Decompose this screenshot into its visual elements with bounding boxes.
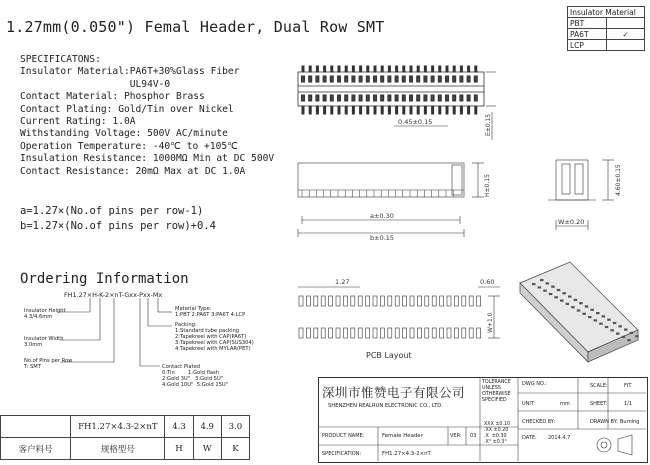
pcb-pad — [410, 328, 414, 338]
top-pin — [316, 66, 318, 72]
top-pin — [396, 66, 398, 72]
socket-hole — [359, 76, 362, 82]
top-pin — [403, 66, 405, 72]
pcb-pad — [417, 296, 421, 306]
socket-hole — [424, 76, 427, 82]
pcb-pad — [440, 328, 444, 338]
insulator-width-note: Insulator Width 3.0mm — [24, 336, 64, 348]
insulator-height-note: Insulator Height 4.3/4.6mm — [24, 308, 66, 320]
iso-hole — [540, 279, 544, 281]
socket-hole — [366, 76, 369, 82]
iso-hole — [613, 322, 617, 324]
k-label: W — [193, 438, 221, 460]
iso-hole — [551, 286, 555, 288]
pcb-pad — [388, 328, 392, 338]
bottom-pin — [417, 106, 419, 114]
customer-part-label: 客户料号 — [1, 438, 71, 460]
socket-hole — [446, 95, 449, 101]
pcb-pad — [477, 296, 481, 306]
pcb-pad — [469, 328, 473, 338]
iso-hole — [585, 305, 589, 307]
material-lcp: LCP — [568, 40, 607, 51]
top-pin — [468, 66, 470, 72]
pcb-pad — [403, 296, 407, 306]
socket-hole — [424, 95, 427, 101]
part-code: FH1.27×H-K-2×nT-Gxx-Pxx-Mx — [64, 291, 163, 299]
contact-plated-note: Contact Plated 0:Tin 1:Gold flash 2:Gold 3U" 3:Gold 5U" 4:Gold 10U" 5:Gold 15U" — [162, 364, 229, 388]
bottom-pin — [360, 106, 362, 114]
pcb-pad — [432, 296, 436, 306]
bottom-pin — [302, 106, 304, 114]
pcb-pad — [477, 328, 481, 338]
iso-hole — [605, 326, 609, 328]
top-pin — [360, 66, 362, 72]
iso-hole — [630, 332, 634, 334]
pcb-pad — [373, 328, 377, 338]
tolerance-values: XXX ±0.10 .XX ±0.20 .X ±0.30 .X° ±0.3° — [484, 422, 511, 445]
iso-hole — [532, 283, 536, 285]
socket-hole — [438, 95, 441, 101]
socket-hole — [338, 95, 341, 101]
part-number-table — [0, 415, 250, 460]
socket-hole — [345, 76, 348, 82]
spec-heading: SPECIFICATONS: — [20, 54, 101, 65]
pcb-pad — [329, 328, 333, 338]
iso-hole — [582, 313, 586, 315]
iso-hole — [624, 329, 628, 331]
b-dim-label: b±0.15 — [370, 234, 395, 242]
pcb-pad — [306, 296, 310, 306]
pcb-pad — [373, 296, 377, 306]
top-pin — [309, 66, 311, 72]
top-pin — [453, 66, 455, 72]
material-header: Insulator Material — [568, 7, 645, 18]
socket-hole — [417, 76, 420, 82]
formula-a: a=1.27×(No.of pins per row-1) — [20, 205, 204, 217]
product-value: Female Header — [382, 433, 423, 439]
socket-hole — [417, 95, 420, 101]
socket-hole — [388, 76, 391, 82]
pcb-pad — [321, 296, 325, 306]
sheet-value: 1/1 — [624, 401, 633, 407]
iso-hole — [610, 329, 614, 331]
pcb-layout-label: PCB Layout — [366, 351, 412, 360]
socket-hole — [474, 95, 477, 101]
iso-hole — [590, 309, 594, 311]
iso-hole — [568, 296, 572, 298]
pcb-pad — [462, 328, 466, 338]
product-label: PRODUCT NAME: — [322, 433, 365, 439]
spec-line: Withstanding Voltage: 500V AC/minute — [20, 128, 228, 140]
socket-hole — [402, 76, 405, 82]
formula-b: b=1.27×(No.of pins per row)+0.4 — [20, 220, 216, 232]
bottom-pin — [439, 106, 441, 114]
pcb-pad — [336, 328, 340, 338]
bottom-pin — [424, 106, 426, 114]
socket-hole — [338, 76, 341, 82]
iso-hole — [538, 286, 542, 288]
material-pa6t: PA6T — [568, 29, 607, 40]
material-type-note: Material Type: 1:PBT 2:PA6T 3:PA6T 4:LCP — [175, 306, 246, 318]
page-title: 1.27mm(0.050") Femal Header, Dual Row SMT — [6, 18, 385, 36]
ver-value: 03 — [470, 433, 477, 439]
bottom-pin — [446, 106, 448, 114]
socket-hole — [345, 95, 348, 101]
pcb-pad — [329, 296, 333, 306]
pins-per-row-note: No.of Pins per Row T: SMT — [24, 358, 73, 370]
a-dim-label: a±0.30 — [370, 212, 394, 220]
pcb-pad — [351, 296, 355, 306]
socket-hole — [302, 95, 305, 101]
bottom-pin — [388, 106, 390, 114]
w-label: K — [221, 438, 249, 460]
bottom-pin — [475, 106, 477, 114]
pcb-pad — [314, 328, 318, 338]
pcb-w-label: W+1.0 — [487, 312, 494, 333]
socket-hole — [395, 95, 398, 101]
socket-hole — [316, 95, 319, 101]
spec-line: Operation Temperature: -40℃ to +105℃ — [20, 140, 238, 152]
iso-hole — [618, 325, 622, 327]
top-pin — [352, 66, 354, 72]
isometric-view — [520, 262, 638, 362]
socket-hole — [381, 95, 384, 101]
socket-hole — [374, 95, 377, 101]
socket-hole — [381, 76, 384, 82]
top-pin — [388, 66, 390, 72]
socket-hole — [309, 95, 312, 101]
checked-label: CHECKED BY: — [522, 419, 556, 425]
w-value: 3.0 — [221, 416, 249, 438]
pcb-pad — [380, 328, 384, 338]
iso-hole — [627, 339, 631, 341]
bottom-pin — [309, 106, 311, 114]
spec-block-value: FH1.27×4.3-2×nT — [382, 451, 431, 457]
socket-hole — [374, 76, 377, 82]
h-height-label: H±0.15 — [484, 174, 491, 197]
top-pin — [374, 66, 376, 72]
iso-hole — [574, 299, 578, 301]
pcb-pad — [469, 296, 473, 306]
pcb-pad — [366, 296, 370, 306]
socket-hole — [330, 95, 333, 101]
socket-hole — [316, 76, 319, 82]
iso-hole — [543, 290, 547, 292]
pcb-pad — [358, 328, 362, 338]
dwg-no-label: DWG NO.: — [522, 381, 548, 387]
side-height-label: 4.60±0.15 — [615, 164, 622, 196]
top-pin — [424, 66, 426, 72]
k-value: 4.9 — [193, 416, 221, 438]
unit-label: UNIT: — [522, 401, 536, 407]
w-dim-label: W±0.20 — [558, 218, 585, 226]
iso-hole — [588, 316, 592, 318]
top-pin — [446, 66, 448, 72]
spec-line: UL94V-0 — [20, 78, 171, 90]
top-pin — [432, 66, 434, 72]
socket-hole — [395, 76, 398, 82]
pcb-pad — [403, 328, 407, 338]
iso-hole — [602, 315, 606, 317]
drawn-label: DRAWN BY: — [590, 419, 618, 425]
pcb-pad — [440, 296, 444, 306]
bottom-pin — [316, 106, 318, 114]
socket-hole — [352, 76, 355, 82]
spec-line: Contact Resistance: 20mΩ Max at DC 1.0A — [20, 165, 246, 177]
date-value: 2014.4.7 — [548, 435, 571, 441]
drawn-value: Burning — [620, 419, 640, 425]
pcb-pad — [299, 328, 303, 338]
socket-hole — [352, 95, 355, 101]
socket-hole — [431, 95, 434, 101]
pcb-pad — [410, 296, 414, 306]
iso-hole — [549, 293, 553, 295]
iso-hole — [562, 292, 566, 294]
bottom-pin — [374, 106, 376, 114]
scale-label: SCALE: — [590, 383, 608, 389]
bottom-pin — [352, 106, 354, 114]
date-label: DATE: — [522, 435, 537, 441]
pcb-pad — [314, 296, 318, 306]
pcb-pad-label: 0.60 — [480, 278, 495, 286]
spec-line: Insulator Material:PA6T+30%Glass Fiber — [20, 66, 240, 78]
h-label: H — [165, 438, 193, 460]
socket-hole — [410, 95, 413, 101]
top-pin — [417, 66, 419, 72]
pcb-pad — [454, 328, 458, 338]
top-pin — [460, 66, 462, 72]
iso-hole — [566, 303, 570, 305]
pcb-pad — [299, 296, 303, 306]
socket-hole — [302, 76, 305, 82]
bottom-pin — [367, 106, 369, 114]
pcb-pad — [454, 296, 458, 306]
iso-hole — [579, 302, 583, 304]
socket-hole — [388, 95, 391, 101]
bottom-pin — [396, 106, 398, 114]
h-value: 4.3 — [165, 416, 193, 438]
socket-hole — [467, 76, 470, 82]
top-pin — [439, 66, 441, 72]
unit-value: mm — [560, 401, 570, 407]
pcb-pad — [321, 328, 325, 338]
bottom-pin — [432, 106, 434, 114]
check-icon: ✓ — [607, 29, 645, 40]
bottom-pin — [338, 106, 340, 114]
top-pin — [302, 66, 304, 72]
iso-hole — [546, 282, 550, 284]
top-pin — [367, 66, 369, 72]
socket-hole — [323, 95, 326, 101]
pcb-pad — [447, 328, 451, 338]
bottom-pin — [345, 106, 347, 114]
iso-hole — [607, 319, 611, 321]
company-cn: 深圳市惟赞电子有限公司 — [322, 385, 466, 400]
top-pin — [475, 66, 477, 72]
spec-line: Current Rating: 1.0A — [20, 116, 136, 128]
socket-hole — [431, 76, 434, 82]
spec-model-label: 规格型号 — [71, 438, 165, 460]
socket-hole — [460, 95, 463, 101]
bottom-pin — [331, 106, 333, 114]
iso-hole — [622, 336, 626, 338]
pcb-pad — [343, 296, 347, 306]
pcb-pad — [358, 296, 362, 306]
customer-part-cell — [1, 416, 71, 438]
bottom-pin — [410, 106, 412, 114]
socket-hole — [474, 76, 477, 82]
iso-hole — [557, 289, 561, 291]
pcb-pad — [395, 328, 399, 338]
top-pin — [345, 66, 347, 72]
iso-hole — [616, 333, 620, 335]
spec-line: Contact Plating: Gold/Tin over Nickel — [20, 103, 234, 115]
socket-hole — [467, 95, 470, 101]
material-pbt: PBT — [568, 18, 607, 29]
socket-hole — [323, 76, 326, 82]
top-pin — [410, 66, 412, 72]
sheet-label: SHEET: — [590, 401, 608, 407]
ver-label: VER: — [450, 433, 462, 439]
bottom-pin — [460, 106, 462, 114]
iso-hole — [594, 319, 598, 321]
e-height-label: E±0.15 — [485, 113, 492, 136]
pcb-pad — [351, 328, 355, 338]
bottom-pin — [468, 106, 470, 114]
pcb-pad — [366, 328, 370, 338]
pcb-pad — [462, 296, 466, 306]
socket-hole — [309, 76, 312, 82]
pcb-pad — [432, 328, 436, 338]
bottom-pin — [403, 106, 405, 114]
pitch-label: 0.45±0.15 — [398, 118, 433, 126]
top-pin — [338, 66, 340, 72]
socket-hole — [410, 76, 413, 82]
iso-hole — [635, 335, 639, 337]
socket-hole — [366, 95, 369, 101]
top-pin — [324, 66, 326, 72]
iso-hole — [554, 296, 558, 298]
projection-symbol — [597, 435, 632, 455]
pcb-pad — [425, 328, 429, 338]
company-en: SHENZHEN REALRUN ELECTRONIC CO., LTD. — [328, 403, 443, 409]
socket-hole — [359, 95, 362, 101]
pcb-pad — [380, 296, 384, 306]
pcb-pad — [395, 296, 399, 306]
socket-hole — [330, 76, 333, 82]
pcb-pitch-label: 1.27 — [335, 278, 350, 286]
iso-hole — [577, 309, 581, 311]
socket-hole — [402, 95, 405, 101]
socket-hole — [460, 76, 463, 82]
top-pin — [381, 66, 383, 72]
part-spec-cell: FH1.27×4.3-2×nT — [71, 416, 165, 438]
pcb-pad — [306, 328, 310, 338]
bottom-pin — [381, 106, 383, 114]
socket-hole — [446, 76, 449, 82]
iso-hole — [560, 300, 564, 302]
socket-hole — [453, 95, 456, 101]
pcb-pad — [425, 296, 429, 306]
top-pin — [331, 66, 333, 72]
pcb-pad — [343, 328, 347, 338]
pcb-pad — [336, 296, 340, 306]
iso-hole — [599, 323, 603, 325]
spec-block-label: SPECIFICATION: — [322, 451, 362, 457]
scale-value: FIT — [624, 383, 632, 389]
packing-note: Packing: 1:Standard tube packing 2:Tapekreel with CAP(PA6T) 3:Tapekreel with CAP(SUS304) 4:Tapekreel with MYLAR(PET) — [175, 322, 254, 352]
socket-hole — [438, 76, 441, 82]
socket-hole — [453, 76, 456, 82]
iso-hole — [596, 312, 600, 314]
pcb-pad — [417, 328, 421, 338]
iso-hole — [571, 306, 575, 308]
bottom-pin — [453, 106, 455, 114]
bottom-pin — [324, 106, 326, 114]
pcb-pad — [447, 296, 451, 306]
ordering-title: Ordering Information — [20, 271, 189, 287]
tolerance-label: TOLERANCE UNLESS OTHERWISE SPECIFIED — [482, 380, 511, 403]
spec-line: Contact Material: Phosphor Brass — [20, 91, 205, 103]
pcb-pad — [388, 296, 392, 306]
spec-line: Insulation Resistance: 1000MΩ Min at DC 500V — [20, 153, 275, 165]
